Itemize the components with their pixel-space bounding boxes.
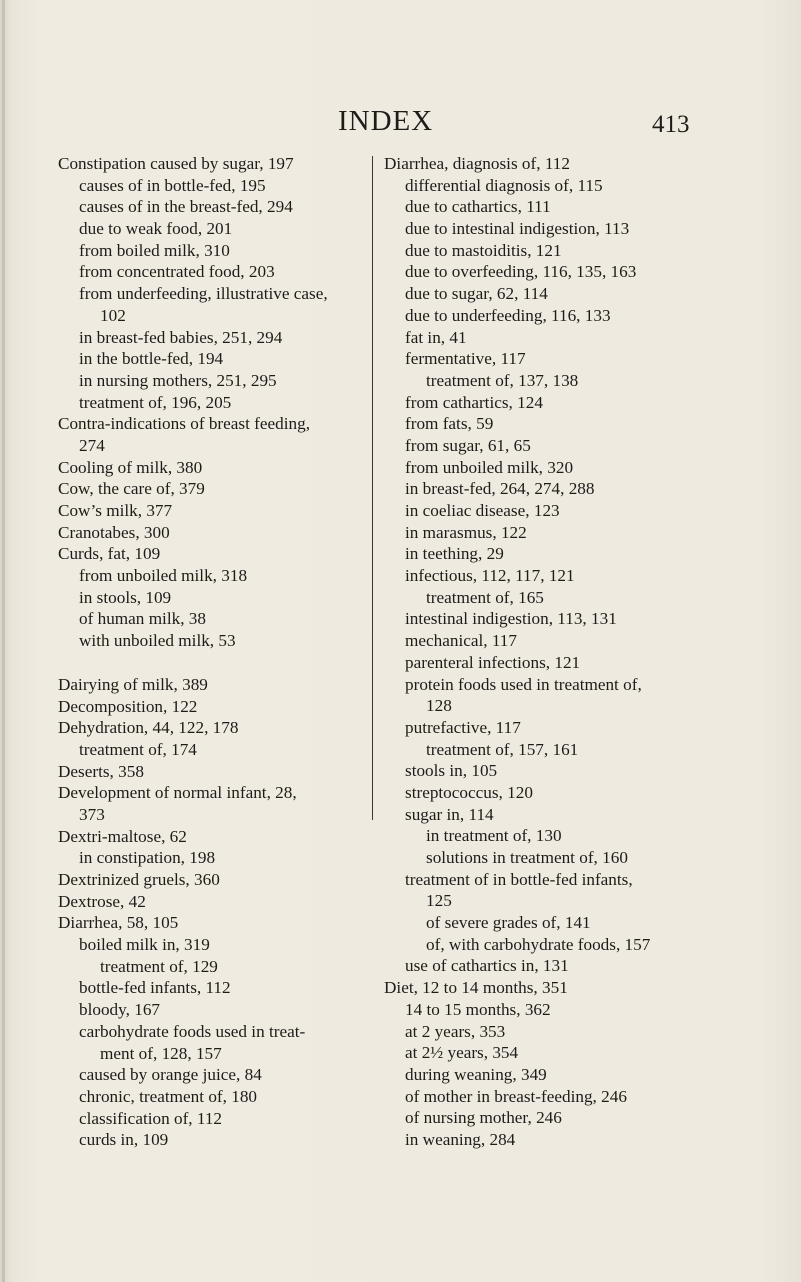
index-main-entry: Constipation caused by sugar, 197 <box>58 154 294 173</box>
index-main-entry: Dextrinized gruels, 360 <box>58 870 220 889</box>
index-sub-entry: treatment of, 196, 205 <box>79 392 232 412</box>
index-sub-entry: fat in, 41 <box>405 327 467 347</box>
index-sub-entry: infectious, 112, 117, 121 <box>405 566 575 586</box>
index-sub-entry: caused by orange juice, 84 <box>79 1065 262 1085</box>
index-sub-entry: treatment of, 165 <box>426 587 544 607</box>
index-sub-entry: in stools, 109 <box>79 587 172 607</box>
index-main-entry: Deserts, 358 <box>58 761 144 781</box>
index-sub-entry: from concentrated food, 203 <box>79 262 275 282</box>
index-sub-entry: use of cathartics in, 131 <box>405 956 569 976</box>
index-main-entry: Dairying of milk, 389 <box>58 674 208 694</box>
page-number: 413 <box>652 111 690 138</box>
index-sub-entry: in teething, 29 <box>405 544 504 564</box>
index-sub-entry: from underfeeding, illustrative case, <box>79 284 328 304</box>
index-main-entry: Diarrhea, 58, 105 <box>58 913 179 933</box>
index-sub-entry: treatment of, 174 <box>79 739 197 759</box>
index-sub-entry: bottle-fed infants, 112 <box>79 978 231 998</box>
index-sub-entry: during weaning, 349 <box>405 1064 547 1084</box>
index-sub-entry: 102 <box>100 305 126 325</box>
index-sub-entry: fermentative, 117 <box>405 349 526 369</box>
index-sub-entry: 274 <box>79 435 105 455</box>
index-sub-entry: 14 to 15 months, 362 <box>405 999 551 1019</box>
index-sub-entry: in constipation, 198 <box>79 848 216 868</box>
index-sub-entry: at 2 years, 353 <box>405 1021 506 1041</box>
index-sub-entry: boiled milk in, 319 <box>79 935 210 955</box>
index-sub-entry: carbohydrate foods used in treat- <box>79 1021 306 1041</box>
index-sub-entry: sugar in, 114 <box>405 804 494 824</box>
index-main-entry: Dehydration, 44, 122, 178 <box>58 718 239 738</box>
running-head <box>0 104 801 138</box>
index-sub-entry: parenteral infections, 121 <box>405 652 581 672</box>
index-sub-entry: in weaning, 284 <box>405 1129 516 1149</box>
index-sub-entry: due to sugar, 62, 114 <box>405 284 548 304</box>
index-column-left <box>58 153 370 1151</box>
index-sub-entry: from cathartics, 124 <box>405 392 543 412</box>
index-sub-entry: classification of, 112 <box>79 1108 223 1128</box>
index-sub-entry: from sugar, 61, 65 <box>405 435 531 455</box>
index-sub-entry: due to overfeeding, 116, 135, 163 <box>405 262 637 282</box>
index-main-entry: Dextri-maltose, 62 <box>58 826 187 846</box>
index-sub-entry: in marasmus, 122 <box>405 522 527 542</box>
index-sub-entry: stools in, 105 <box>405 761 498 781</box>
index-sub-entry: chronic, treatment of, 180 <box>79 1086 258 1106</box>
index-sub-entry: in treatment of, 130 <box>426 826 562 846</box>
index-main-entry: Diet, 12 to 14 months, 351 <box>384 978 568 998</box>
index-main-entry: Cooling of milk, 380 <box>58 457 203 477</box>
index-sub-entry: putrefactive, 117 <box>405 717 521 737</box>
index-sub-entry: treatment of, 129 <box>100 956 218 976</box>
index-sub-entry: 125 <box>426 891 452 911</box>
index-main-entry: Cranotabes, 300 <box>58 522 170 542</box>
index-main-entry: Cow, the care of, 379 <box>58 479 205 499</box>
index-sub-entry: 128 <box>426 696 452 716</box>
index-sub-entry: 373 <box>79 804 105 824</box>
index-main-entry: Diarrhea, diagnosis of, 112 <box>384 154 570 173</box>
index-sub-entry: due to mastoiditis, 121 <box>405 240 562 260</box>
index-sub-entry: in coeliac disease, 123 <box>405 501 560 520</box>
index-sub-entry: due to intestinal indigestion, 113 <box>405 219 630 239</box>
index-sub-entry: in breast-fed babies, 251, 294 <box>79 327 283 347</box>
index-main-entry: Dextrose, 42 <box>58 891 146 911</box>
index-sub-entry: due to weak food, 201 <box>79 219 233 239</box>
index-main-entry: Curds, fat, 109 <box>58 544 161 564</box>
index-sub-entry: of, with carbohydrate foods, 157 <box>426 934 651 954</box>
index-sub-entry: due to underfeeding, 116, 133 <box>405 305 611 325</box>
index-sub-entry: in nursing mothers, 251, 295 <box>79 370 277 390</box>
index-sub-entry: in breast-fed, 264, 274, 288 <box>405 479 595 499</box>
index-sub-entry: due to cathartics, 111 <box>405 197 551 217</box>
index-sub-entry: with unboiled milk, 53 <box>79 631 236 651</box>
index-sub-entry: bloody, 167 <box>79 1000 161 1020</box>
index-sub-entry: from boiled milk, 310 <box>79 240 230 260</box>
index-sub-entry: solutions in treatment of, 160 <box>426 848 628 867</box>
index-sub-entry: causes of in bottle-fed, 195 <box>79 175 266 195</box>
page-binding-edge <box>2 0 5 1282</box>
index-sub-entry: from unboiled milk, 320 <box>405 457 574 477</box>
index-section-gap <box>58 652 370 674</box>
index-sub-entry: protein foods used in treatment of, <box>405 674 642 694</box>
index-main-entry: Cow’s milk, 377 <box>58 501 173 520</box>
index-column-right <box>384 153 714 1151</box>
index-sub-entry: at 2½ years, 354 <box>405 1043 519 1063</box>
index-sub-entry: intestinal indigestion, 113, 131 <box>405 609 617 629</box>
index-main-entry: Development of normal infant, 28, <box>58 783 297 803</box>
index-sub-entry: from fats, 59 <box>405 414 494 434</box>
index-sub-entry: treatment of, 137, 138 <box>426 370 579 390</box>
column-divider <box>372 156 373 820</box>
index-sub-entry: of nursing mother, 246 <box>405 1108 562 1128</box>
index-sub-entry: of mother in breast-feeding, 246 <box>405 1086 627 1106</box>
index-sub-entry: mechanical, 117 <box>405 631 517 651</box>
index-sub-entry: from unboiled milk, 318 <box>79 566 248 586</box>
page-title: INDEX <box>338 105 434 137</box>
index-sub-entry: of severe grades of, 141 <box>426 913 591 933</box>
index-sub-entry: differential diagnosis of, 115 <box>405 175 603 195</box>
index-main-entry: Contra-indications of breast feeding, <box>58 414 311 434</box>
index-sub-entry: streptococcus, 120 <box>405 782 533 802</box>
index-sub-entry: causes of in the breast-fed, 294 <box>79 197 293 217</box>
index-sub-entry: in the bottle-fed, 194 <box>79 349 224 369</box>
index-sub-entry: treatment of, 157, 161 <box>426 739 579 759</box>
index-sub-entry: curds in, 109 <box>79 1130 169 1150</box>
index-sub-entry: treatment of in bottle-fed infants, <box>405 869 633 889</box>
index-sub-entry: of human milk, 38 <box>79 609 206 629</box>
index-sub-entry: ment of, 128, 157 <box>100 1043 222 1063</box>
index-main-entry: Decomposition, 122 <box>58 696 198 716</box>
